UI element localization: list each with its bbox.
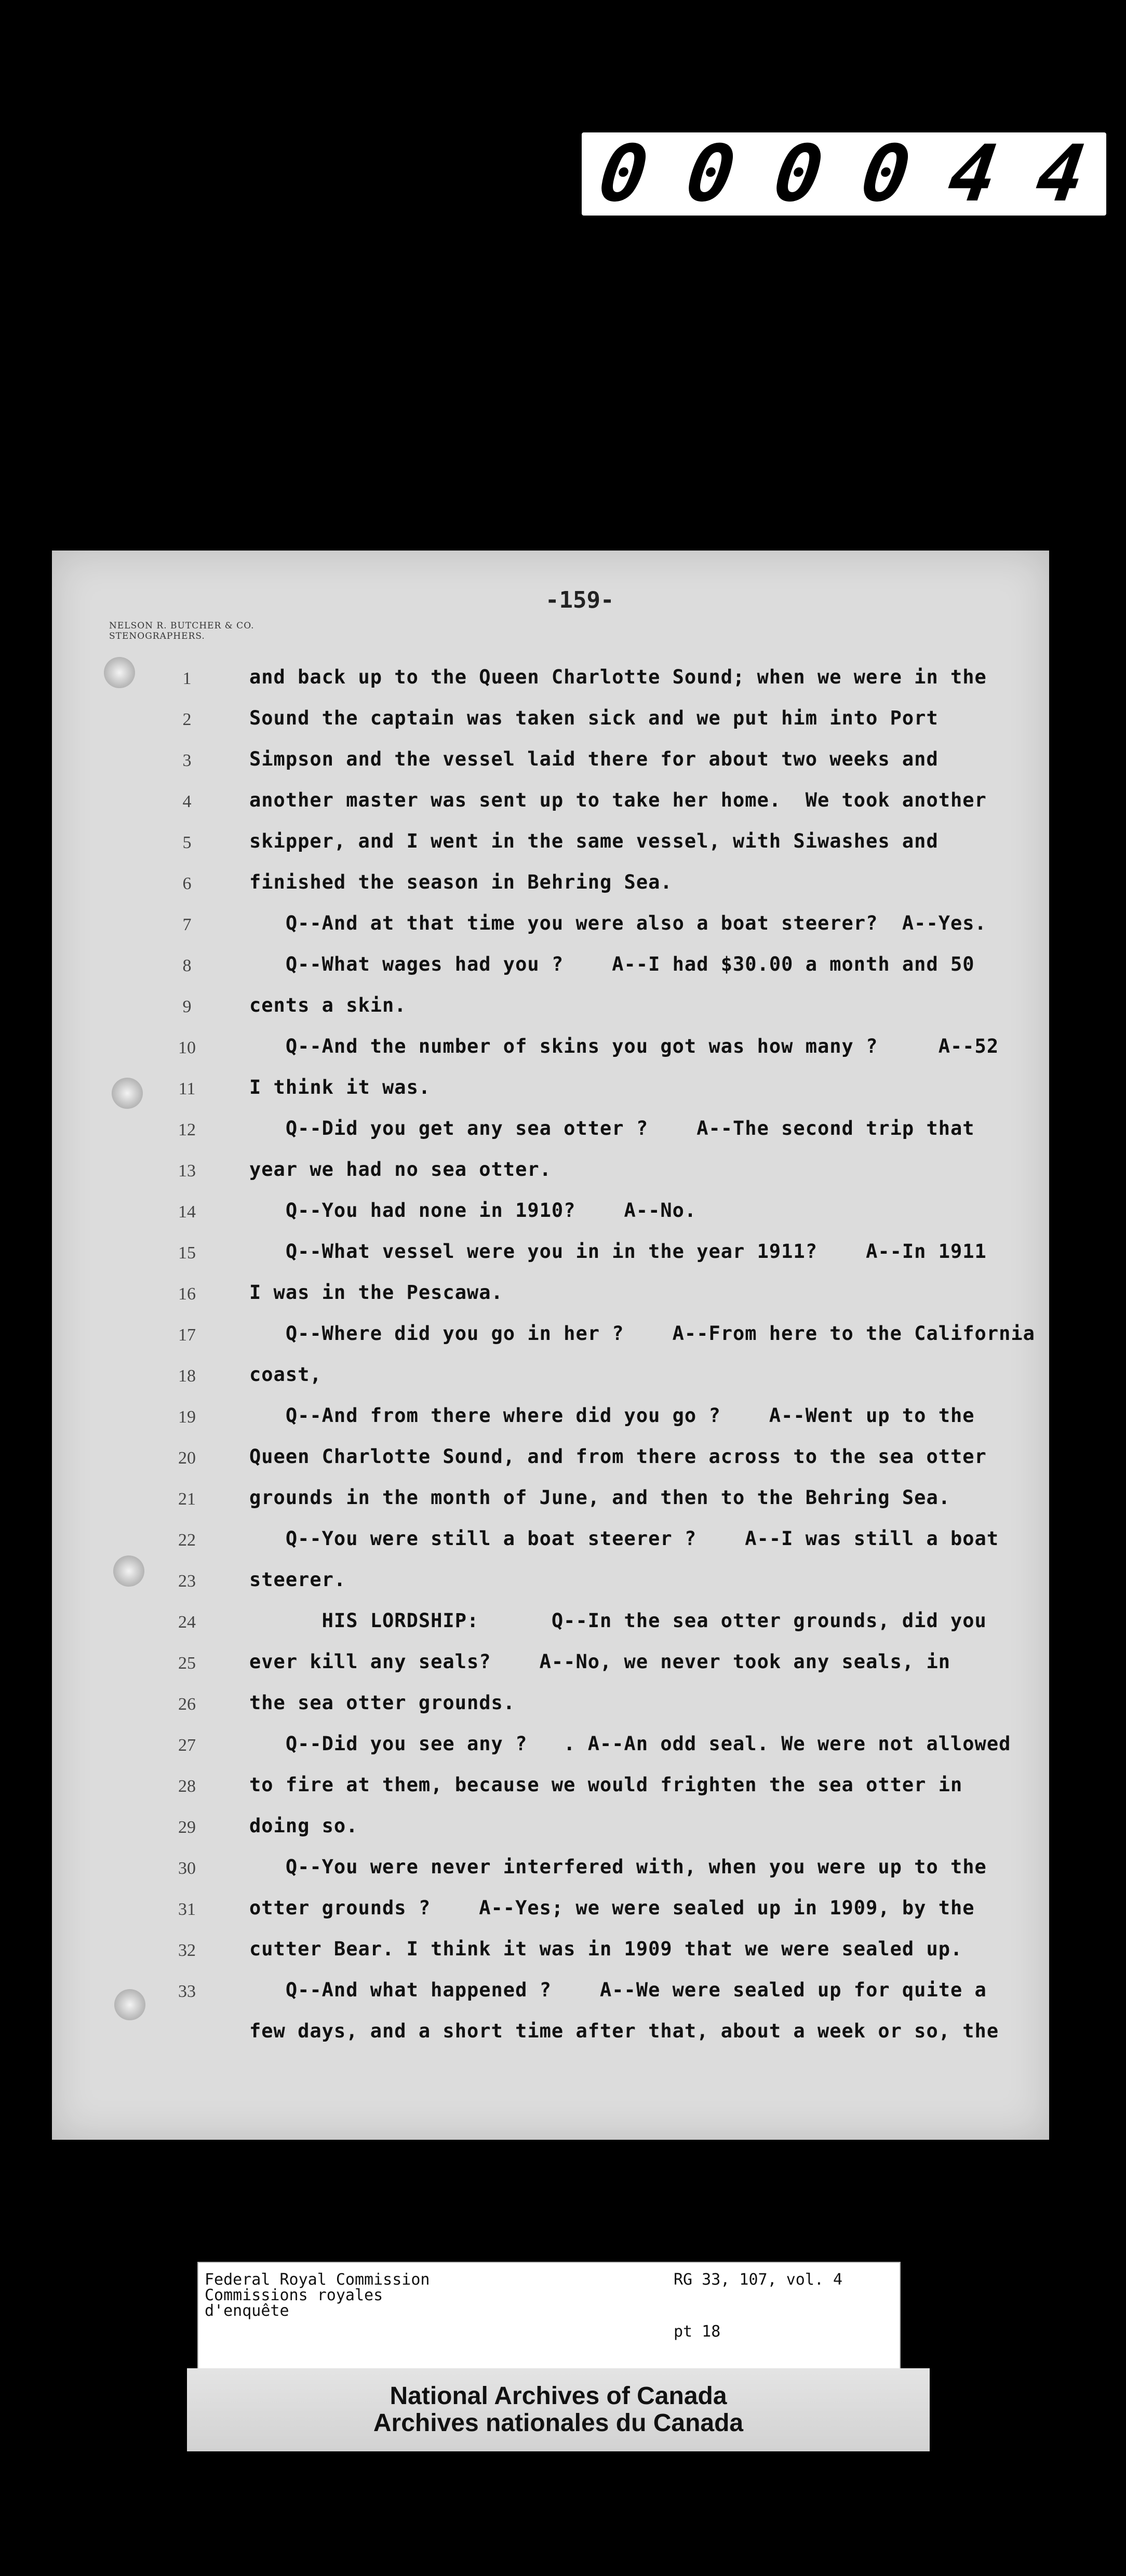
line-text: Sound the captain was taken sick and we put him into Port	[249, 707, 939, 729]
line-text: Q--What vessel were you in in the year 1911? A--In 1911	[249, 1240, 987, 1263]
line-text: doing so.	[249, 1815, 358, 1837]
archives-name-en: National Archives of Canada	[390, 2382, 727, 2410]
transcript-page	[52, 551, 1049, 2140]
transcript-line	[52, 1644, 1039, 1686]
stenographer-title: STENOGRAPHERS.	[109, 631, 205, 641]
transcript-line	[52, 1193, 1039, 1235]
line-text: Q--What wages had you ? A--I had $30.00 a month and 50	[249, 953, 975, 975]
stenographer-name: NELSON R. BUTCHER & CO.	[109, 621, 254, 631]
line-text: otter grounds ? A--Yes; we were sealed up in 1909, by the	[249, 1897, 975, 1919]
transcript-line	[52, 1849, 1039, 1891]
catalog-card	[197, 2262, 901, 2370]
line-number: 8	[182, 956, 192, 975]
record-group-reference: RG 33, 107, vol. 4	[674, 2271, 843, 2289]
line-text: Q--And at that time you were also a boat steerer? A--Yes.	[249, 912, 987, 934]
line-text: Q--You had none in 1910? A--No.	[249, 1199, 697, 1222]
page-number: -159-	[545, 587, 614, 613]
line-number: 29	[178, 1818, 196, 1837]
line-number: 10	[178, 1038, 196, 1057]
line-text: Q--And what happened ? A--We were sealed up for quite a	[249, 1979, 987, 2001]
transcript-line	[52, 1890, 1039, 1932]
transcript-line	[52, 1726, 1039, 1768]
transcript-line	[52, 1070, 1039, 1111]
transcript-line	[52, 1521, 1039, 1563]
line-text: skipper, and I went in the same vessel, with Siwashes and	[249, 830, 939, 852]
line-text: Q--And from there where did you go ? A--Went up to the	[249, 1404, 975, 1427]
transcript-line	[52, 783, 1039, 824]
transcript-line	[52, 1685, 1039, 1727]
line-text: cutter Bear. I think it was in 1909 that we were sealed up.	[249, 1938, 963, 1960]
transcript-line	[52, 1275, 1039, 1317]
line-text: Q--Did you get any sea otter ? A--The second trip that	[249, 1117, 975, 1139]
line-number: 31	[178, 1900, 196, 1919]
transcript-line	[52, 1603, 1039, 1645]
line-number: 27	[178, 1736, 196, 1755]
line-number: 19	[178, 1407, 196, 1427]
transcript-line	[52, 1316, 1039, 1358]
line-number: 25	[178, 1654, 196, 1673]
transcript-line	[52, 865, 1039, 906]
line-text: Queen Charlotte Sound, and from there across to the sea otter	[249, 1445, 987, 1468]
line-text: few days, and a short time after that, about a week or so, the	[249, 2020, 999, 2042]
line-number: 33	[178, 1982, 196, 2001]
line-number: 30	[178, 1859, 196, 1878]
transcript-line	[52, 1808, 1039, 1850]
transcript-line	[52, 2014, 1039, 2055]
line-text: Q--You were still a boat steerer ? A--I was still a boat	[249, 1527, 999, 1550]
transcript-line	[52, 1480, 1039, 1522]
line-text: Q--Did you see any ? . A--An odd seal. We were not allowed	[249, 1733, 1011, 1755]
line-text: coast,	[249, 1363, 322, 1386]
transcript-line	[52, 947, 1039, 988]
line-text: Q--You were never interfered with, when you were up to the	[249, 1856, 987, 1878]
line-number: 1	[182, 669, 192, 688]
line-number: 9	[182, 997, 192, 1016]
line-text: Simpson and the vessel laid there for about two weeks and	[249, 748, 939, 770]
transcript-line	[52, 660, 1039, 701]
transcript-line	[52, 1931, 1039, 1973]
transcript-line	[52, 1029, 1039, 1070]
line-text: ever kill any seals? A--No, we never took any seals, in	[249, 1651, 951, 1673]
line-number: 3	[182, 751, 192, 770]
line-text: Q--Where did you go in her ? A--From here to the California	[249, 1322, 1035, 1345]
transcript-line	[52, 701, 1039, 742]
line-number: 28	[178, 1777, 196, 1796]
line-text: grounds in the month of June, and then to the Behring Sea.	[249, 1486, 951, 1509]
frame-digit: 0	[681, 129, 745, 219]
line-text: I think it was.	[249, 1076, 431, 1098]
line-text: finished the season in Behring Sea.	[249, 871, 673, 893]
line-number: 23	[178, 1572, 196, 1591]
line-text: another master was sent up to take her home. We took another	[249, 789, 987, 811]
line-number: 11	[178, 1079, 196, 1098]
transcript-line	[52, 824, 1039, 865]
line-number: 6	[182, 874, 192, 893]
commission-line: Commissions royales	[205, 2286, 383, 2304]
line-number: 2	[182, 710, 192, 729]
line-text: to fire at them, because we would frighten the sea otter in	[249, 1774, 963, 1796]
line-number: 26	[178, 1695, 196, 1714]
line-number: 4	[182, 792, 192, 811]
transcript-line	[52, 1111, 1039, 1152]
line-number: 20	[178, 1448, 196, 1468]
archives-name-fr: Archives nationales du Canada	[373, 2409, 744, 2437]
frame-number-stamp	[582, 129, 1106, 219]
commission-label	[205, 2272, 430, 2319]
transcript-line	[52, 1973, 1039, 2014]
line-number: 17	[178, 1325, 196, 1345]
frame-digit: 4	[1030, 129, 1095, 219]
commission-line: d'enquête	[205, 2302, 289, 2320]
line-number: 16	[178, 1284, 196, 1304]
transcript-line	[52, 1357, 1039, 1399]
transcript-line	[52, 1562, 1039, 1604]
transcript-line	[52, 1398, 1039, 1440]
line-text: the sea otter grounds.	[249, 1692, 516, 1714]
transcript-line	[52, 1439, 1039, 1481]
part-number: pt 18	[674, 2323, 721, 2341]
frame-digit: 4	[943, 129, 1007, 219]
line-text: steerer.	[249, 1568, 346, 1591]
line-text: HIS LORDSHIP: Q--In the sea otter grounds, did you	[249, 1609, 987, 1632]
line-text: year we had no sea otter.	[249, 1158, 552, 1180]
line-number: 15	[178, 1243, 196, 1263]
line-number: 22	[178, 1531, 196, 1550]
frame-digit: 0	[768, 129, 833, 219]
line-text: cents a skin.	[249, 994, 407, 1016]
transcript-line	[52, 1767, 1039, 1809]
line-number: 13	[178, 1161, 196, 1180]
transcript-line	[52, 742, 1039, 783]
transcript-line	[52, 906, 1039, 947]
archives-banner	[187, 2368, 930, 2451]
frame-digit: 0	[593, 129, 658, 219]
line-number: 14	[178, 1202, 196, 1222]
line-number: 21	[178, 1490, 196, 1509]
line-text: I was in the Pescawa.	[249, 1281, 503, 1304]
transcript-line	[52, 988, 1039, 1029]
frame-digit: 0	[855, 129, 920, 219]
line-number: 18	[178, 1366, 196, 1386]
line-text: Q--And the number of skins you got was how many ? A--52	[249, 1035, 999, 1057]
line-text: and back up to the Queen Charlotte Sound; when we were in the	[249, 666, 987, 688]
transcript-line	[52, 1234, 1039, 1276]
transcript-line	[52, 1152, 1039, 1193]
commission-line: Federal Royal Commission	[205, 2271, 430, 2289]
line-number: 24	[178, 1613, 196, 1632]
line-number: 5	[182, 833, 192, 852]
line-number: 12	[178, 1120, 196, 1139]
line-number: 32	[178, 1941, 196, 1960]
stenographer-stamp	[109, 621, 254, 641]
line-number: 7	[182, 915, 192, 934]
